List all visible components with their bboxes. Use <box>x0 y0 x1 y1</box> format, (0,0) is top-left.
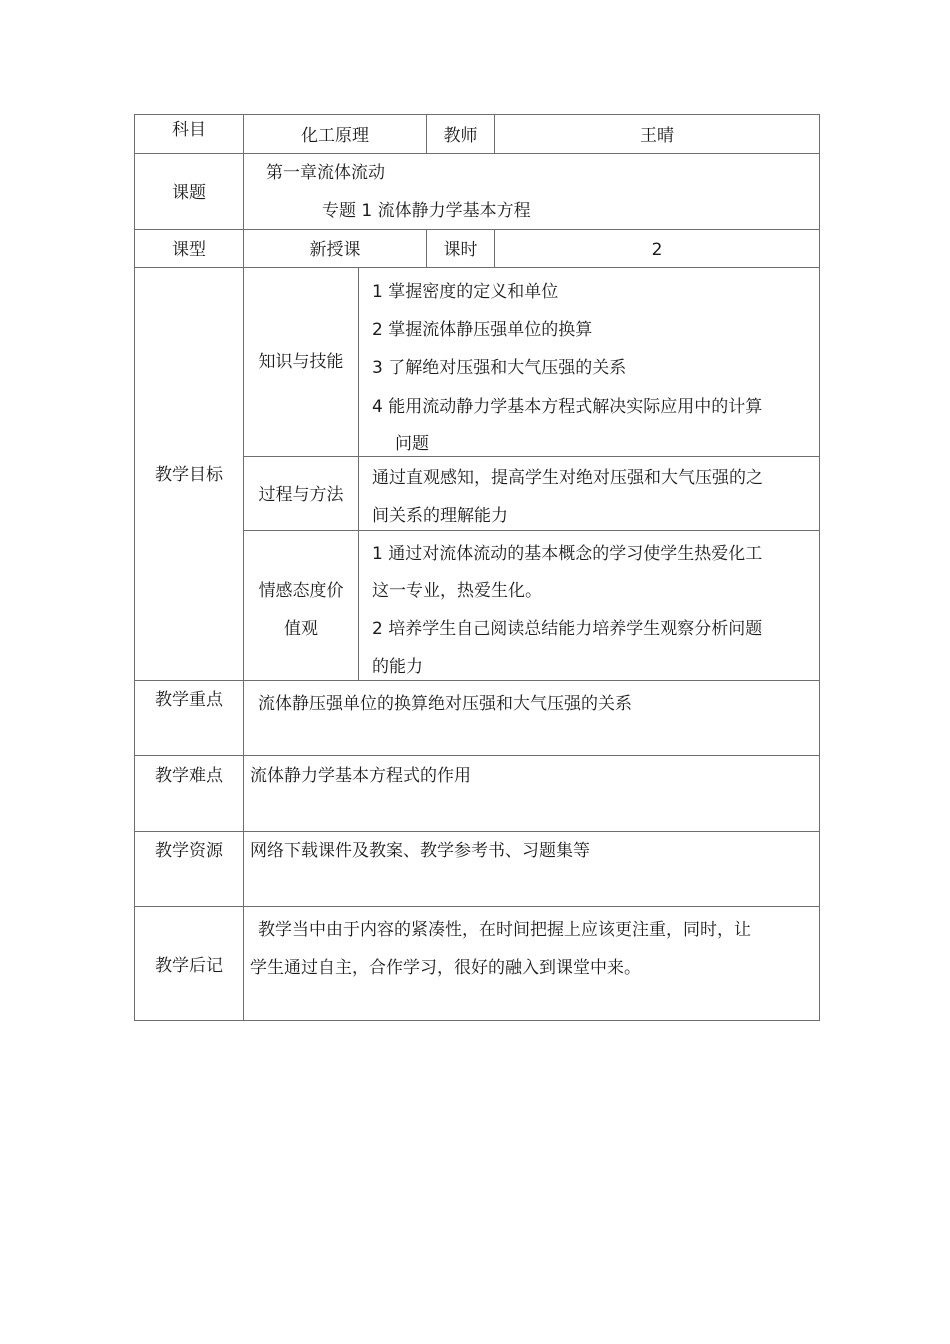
process-text-line: 通过直观感知，提高学生对绝对压强和大气压强的之 <box>372 468 763 488</box>
topic-section: 专题 1 流体静力学基本方程 <box>322 201 531 221</box>
row-divider <box>134 680 820 681</box>
row-divider <box>134 267 820 268</box>
resources-label: 教学资源 <box>155 841 223 861</box>
attitude-text-line: 1 通过对流体流动的基本概念的学习使学生热爱化工 <box>372 544 763 564</box>
topic-label: 课题 <box>172 183 206 203</box>
process-label: 过程与方法 <box>258 485 344 505</box>
subject-label: 科目 <box>172 120 206 140</box>
knowledge-item: 1 掌握密度的定义和单位 <box>372 282 559 302</box>
attitude-label: 值观 <box>284 619 318 639</box>
difficulties-label: 教学难点 <box>155 766 223 786</box>
attitude-text-line: 这一专业，热爱生化。 <box>372 581 542 601</box>
table-border-bottom <box>134 1020 820 1021</box>
knowledge-item: 4 能用流动静力学基本方程式解决实际应用中的计算 <box>372 397 763 417</box>
difficulties-value: 流体静力学基本方程式的作用 <box>250 766 471 786</box>
resources-value: 网络下载课件及教案、教学参考书、习题集等 <box>250 841 590 861</box>
row-divider <box>134 153 820 154</box>
row-divider <box>134 755 820 756</box>
objectives-label: 教学目标 <box>155 465 223 485</box>
sub-row-divider <box>243 530 820 531</box>
reflection-text-line: 教学当中由于内容的紧凑性，在时间把握上应该更注重，同时，让 <box>258 920 751 940</box>
row-divider <box>134 229 820 230</box>
reflection-label: 教学后记 <box>155 956 223 976</box>
table-border-top <box>134 114 820 115</box>
hours-label: 课时 <box>443 240 478 260</box>
knowledge-item: 2 掌握流体静压强单位的换算 <box>372 320 593 340</box>
hours-value: 2 <box>651 240 663 260</box>
teacher-value: 王晴 <box>640 126 674 146</box>
attitude-text-line: 的能力 <box>372 657 423 677</box>
teacher-label: 教师 <box>443 126 478 146</box>
topic-chapter: 第一章流体流动 <box>266 163 385 183</box>
row-divider <box>134 906 820 907</box>
attitude-text-line: 2 培养学生自己阅读总结能力培养学生观察分析问题 <box>372 619 763 639</box>
subject-value: 化工原理 <box>301 126 369 146</box>
lesson-type-label: 课型 <box>172 240 206 260</box>
key-points-label: 教学重点 <box>155 690 223 710</box>
knowledge-label: 知识与技能 <box>258 352 344 372</box>
attitude-label: 情感态度价 <box>258 581 344 601</box>
sub-row-divider <box>243 456 820 457</box>
knowledge-item: 问题 <box>395 434 429 454</box>
row-divider <box>134 831 820 832</box>
column-divider <box>358 267 359 681</box>
process-text-line: 间关系的理解能力 <box>372 506 508 526</box>
lesson-type-value: 新授课 <box>309 240 361 260</box>
table-border-right <box>819 114 820 1021</box>
reflection-text-line: 学生通过自主，合作学习，很好的融入到课堂中来。 <box>250 958 641 978</box>
knowledge-item: 3 了解绝对压强和大气压强的关系 <box>372 358 627 378</box>
key-points-value: 流体静压强单位的换算绝对压强和大气压强的关系 <box>258 694 632 714</box>
